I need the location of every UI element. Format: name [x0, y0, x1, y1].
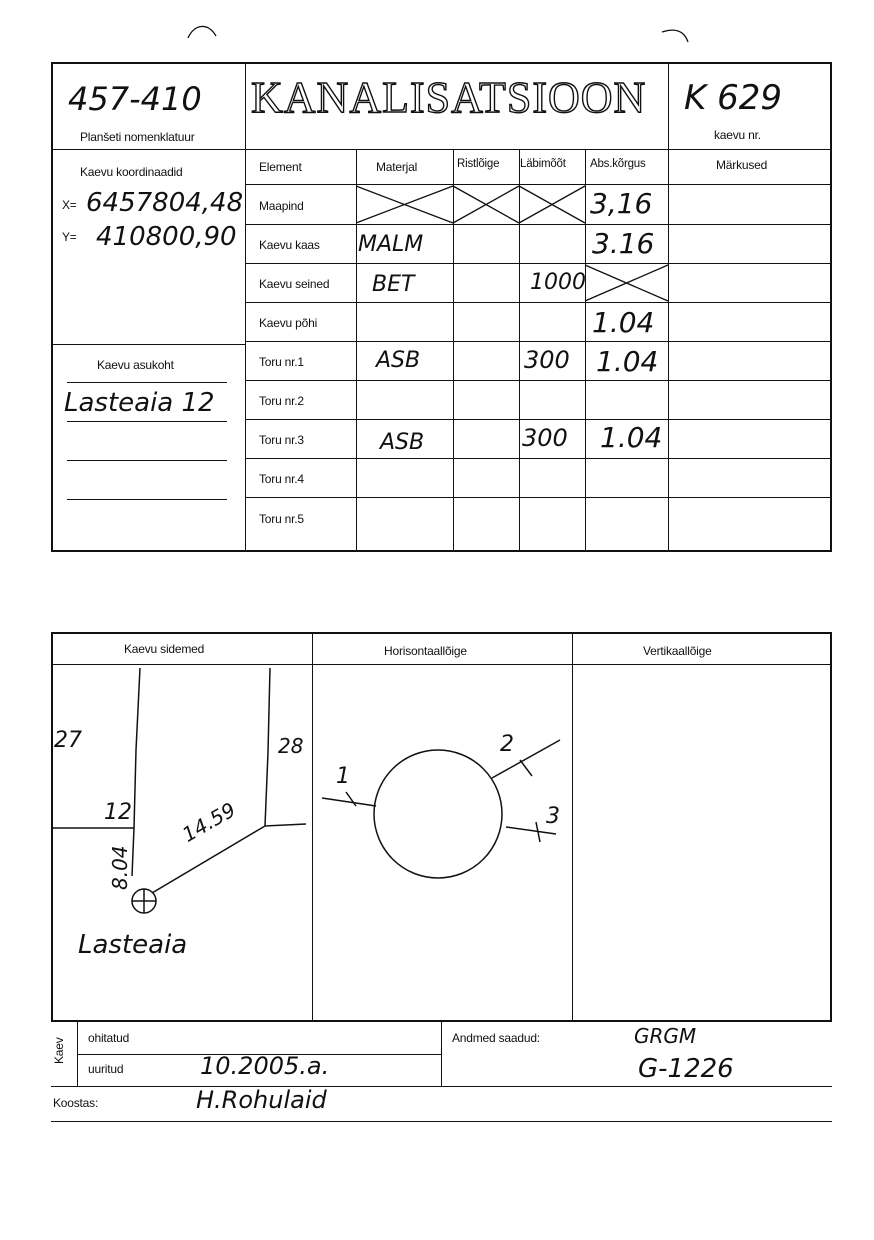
y-coordinate: 410800,90 [96, 222, 237, 252]
cell-ground-height: 3,16 [590, 187, 653, 220]
table-row: Kaevu põhi [259, 316, 318, 330]
tie-label-27: 27 [54, 728, 82, 753]
sketch-col1-label: Kaevu sidemed [124, 642, 205, 656]
tie-label-14-59: 14.59 [178, 797, 240, 847]
col-header-element: Element [259, 160, 302, 174]
table-row: Maapind [259, 199, 304, 213]
x-coordinate: 6457804,48 [86, 188, 244, 218]
col-header-cross-section: Ristlõige [457, 158, 500, 170]
table-row: Kaevu kaas [259, 238, 320, 252]
tie-label-12: 12 [104, 800, 132, 825]
table-row: Toru nr.3 [259, 433, 304, 447]
nomenclature-label: Planšeti nomenklatuur [80, 130, 195, 144]
page-title: KANALISATSIOON [251, 73, 647, 122]
table-row: Toru nr.5 [259, 512, 304, 526]
col-header-material: Materjal [376, 160, 418, 174]
y-prefix: Y= [62, 230, 77, 244]
pipe-label-2: 2 [500, 732, 514, 757]
street-name: Lasteaia [78, 930, 188, 960]
cell-pipe3-height: 1.04 [600, 421, 663, 454]
surveyed-label: uuritud [88, 1062, 124, 1076]
table-row: Toru nr.4 [259, 472, 304, 486]
location-label: Kaevu asukoht [97, 358, 174, 372]
cell-wall-material: BET [372, 272, 415, 297]
sketch-col3-label: Vertikaallõige [643, 644, 712, 658]
compiled-by-value: H.Rohulaid [196, 1086, 327, 1114]
table-row: Kaevu seined [259, 277, 330, 291]
cell-pipe1-diameter: 300 [524, 346, 570, 374]
x-prefix: X= [62, 198, 77, 212]
well-number-label: kaevu nr. [714, 128, 761, 142]
checked-label: ohitatud [88, 1031, 130, 1045]
table-row: Toru nr.2 [259, 394, 304, 408]
footer-side-label: Kaev [52, 1037, 66, 1064]
data-received-value-2: G-1226 [638, 1054, 734, 1084]
well-number-value: K 629 [684, 78, 782, 118]
cell-lid-height: 3.16 [592, 227, 655, 260]
surveyed-date: 10.2005.a. [200, 1052, 330, 1080]
cell-pipe1-height: 1.04 [596, 345, 659, 378]
compiled-by-label: Koostas: [53, 1096, 99, 1110]
cell-pipe3-material: ASB [380, 430, 425, 455]
pipe-label-1: 1 [336, 764, 350, 789]
coordinates-label: Kaevu koordinaadid [80, 165, 183, 179]
col-header-abs-height: Abs.kõrgus [590, 158, 646, 170]
data-received-value-1: GRGM [634, 1024, 697, 1048]
cell-pipe1-material: ASB [376, 348, 421, 373]
cell-pipe3-diameter: 300 [522, 424, 568, 452]
cell-wall-diameter: 1000 [530, 270, 586, 295]
cell-lid-material: MALM [358, 232, 424, 257]
nomenclature-value: 457-410 [68, 80, 202, 118]
col-header-notes: Märkused [716, 158, 768, 172]
pipe-label-3: 3 [546, 804, 560, 829]
col-header-diameter: Läbimõõt [520, 158, 566, 170]
data-received-label: Andmed saadud: [452, 1031, 540, 1045]
sketch-col2-label: Horisontaallõige [384, 644, 467, 658]
location-value: Lasteaia 12 [64, 388, 215, 418]
tie-label-28: 28 [278, 734, 304, 758]
tie-label-8-04: 8.04 [108, 845, 132, 890]
table-row: Toru nr.1 [259, 355, 304, 369]
cell-bottom-height: 1.04 [592, 306, 655, 339]
